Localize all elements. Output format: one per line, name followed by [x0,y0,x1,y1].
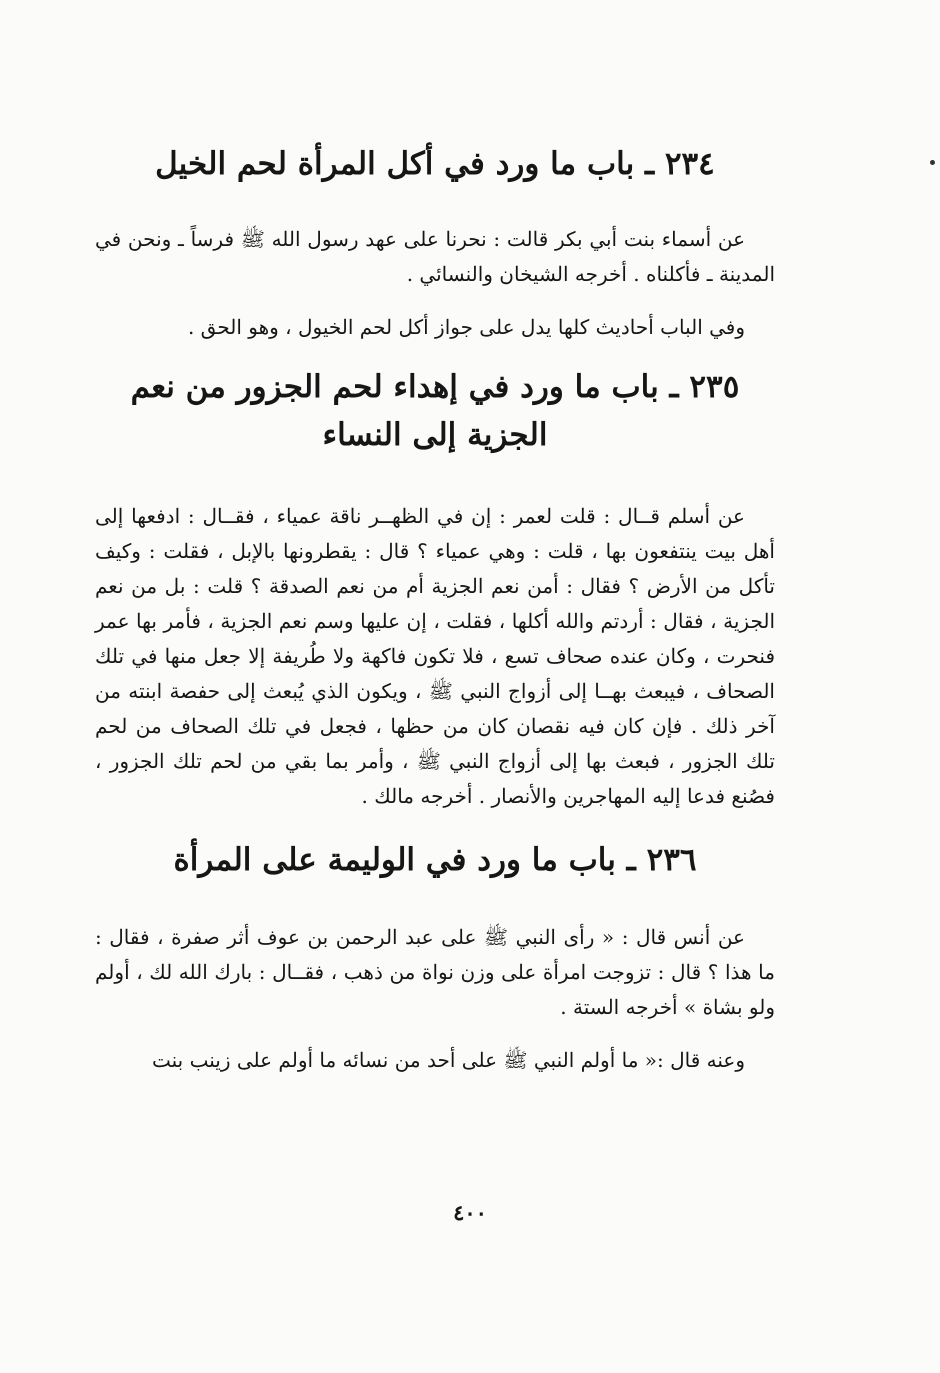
paragraph: وعنه قال :« ما أولم النبي ﷺ على أحد من نسائه ما أولم على زينب بنت [151,1048,745,1072]
section-235 [95,363,775,814]
page-content [95,140,775,1096]
paragraph: عن أسلم قــال : قلت لعمر : إن في الظهــر ناقة عمياء ، فقــال : ادفعها إلى أهل بيت ينتفعون بها ، قلت : وهي عمياء ؟ قال : يقطرونها بالإبل ، فقلت : وكيف تأكل من الأرض ؟ فقال : أمن نعم الجزية أم من نعم الصدقة ؟ قلت : بل من نعم الجزية ، فقال : أردتم والله أكلها ، فقلت ، إن عليها وسم نعم الجزية ، فأمر بها عمر فنحرت ، وكان عنده صحاف تسع ، فلا تكون فاكهة ولا طُريفة إلا جعل منها في تلك الصحاف ، فيبعث بهــا إلى أزواج النبي ﷺ ، ويكون الذي يُبعث إلى حفصة ابنته من آخر ذلك . فإن كان فيه نقصان كان من حظها ، فجعل في تلك الصحاف من لحم تلك الجزور ، فبعث بها إلى أزواج النبي ﷺ ، وأمر بما بقي من لحم تلك الجزور ، فصُنع فدعا إليه المهاجرين والأنصار . أخرجه مالك . [95,504,775,808]
section-heading: ٢٣٦ ـ باب ما ورد في الوليمة على المرأة [173,842,697,878]
paragraph: عن أنس قال : « رأى النبي ﷺ على عبد الرحمن بن عوف أثر صفرة ، فقال : ما هذا ؟ قال : تزوجت امرأة على وزن نواة من ذهب ، فقــال : بارك الله لك ، أولم ولو بشاة » أخرجه الستة . [95,925,775,1019]
paragraph: عن أسماء بنت أبي بكر قالت : نحرنا على عهد رسول الله ﷺ فرساً ـ ونحن في المدينة ـ فأكلناه . أخرجه الشيخان والنسائي . [95,227,775,286]
section-heading: ٢٣٤ ـ باب ما ورد في أكل المرأة لحم الخيل [155,146,715,182]
page-number: ٤٠٠ [453,1200,487,1225]
section-236 [95,836,775,1078]
paragraph: وفي الباب أحاديث كلها يدل على جواز أكل لحم الخيول ، وهو الحق . [187,315,745,339]
margin-mark [930,160,935,165]
section-234 [95,140,775,345]
section-heading: ٢٣٥ ـ باب ما ورد في إهداء لحم الجزور من نعم الجزية إلى النساء [130,369,740,453]
